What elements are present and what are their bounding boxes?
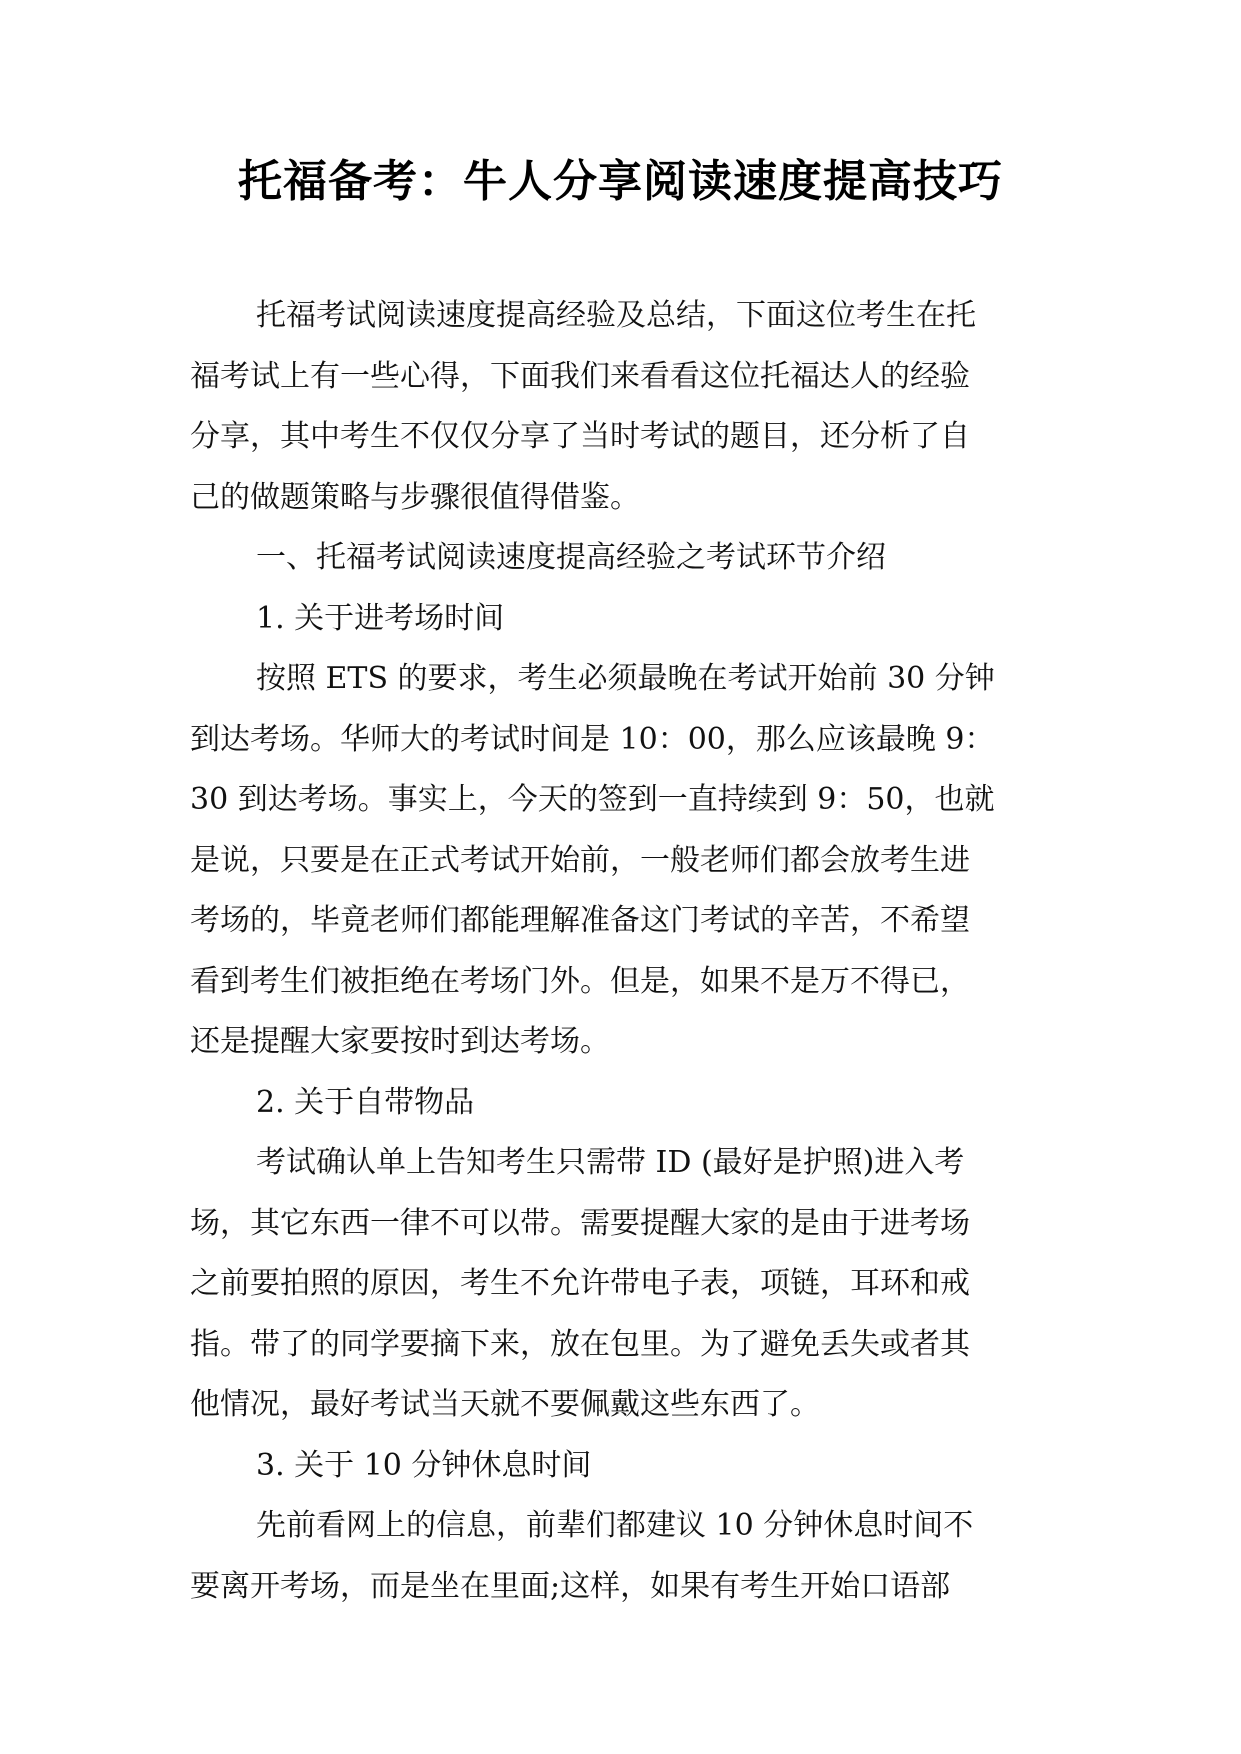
text-line: 先前看网上的信息，前辈们都建议 10 分钟休息时间不 [256, 1508, 974, 1543]
text-line: 托福考试阅读速度提高经验及总结，下面这位考生在托 [256, 298, 976, 333]
text-line: 30 到达考场。事实上，今天的签到一直持续到 9：50，也就 [190, 782, 995, 817]
text-line: 看到考生们被拒绝在考场门外。但是，如果不是万不得已， [190, 963, 970, 999]
document-title: 托福备考：牛人分享阅读速度提高技巧 [238, 156, 1003, 207]
text-line: 到达考场。华师大的考试时间是 10：00，那么应该最晚 9： [190, 721, 995, 757]
text-line: 福考试上有一些心得，下面我们来看看这位托福达人的经验 [190, 358, 970, 394]
document-body [190, 286, 1052, 1617]
text-line: 还是提醒大家要按时到达考场。 [190, 1024, 610, 1059]
text-line: 按照 ETS 的要求，考生必须最晚在考试开始前 30 分钟 [256, 661, 995, 696]
text-line: 场，其它东西一律不可以带。需要提醒大家的是由于进考场 [190, 1205, 970, 1241]
section-heading: 一、托福考试阅读速度提高经验之考试环节介绍 [256, 540, 886, 575]
text-line: 要离开考场，而是坐在里面;这样，如果有考生开始口语部 [190, 1568, 951, 1604]
text-line: 指。带了的同学要摘下来，放在包里。为了避免丢失或者其 [190, 1326, 970, 1362]
subsection-heading: 2. 关于自带物品 [256, 1084, 475, 1120]
text-line: 是说，只要是在正式考试开始前，一般老师们都会放考生进 [190, 842, 970, 878]
text-line: 考场的，毕竟老师们都能理解准备这门考试的辛苦，不希望 [190, 903, 970, 938]
subsection-heading: 1. 关于进考场时间 [256, 600, 505, 636]
text-line: 之前要拍照的原因，考生不允许带电子表，项链，耳环和戒 [190, 1266, 970, 1301]
text-line: 他情况，最好考试当天就不要佩戴这些东西了。 [190, 1387, 820, 1422]
text-line: 己的做题策略与步骤很值得借鉴。 [190, 479, 640, 515]
text-line: 考试确认单上告知考生只需带 ID (最好是护照)进入考 [256, 1145, 965, 1180]
text-line: 分享，其中考生不仅仅分享了当时考试的题目，还分析了自 [190, 419, 970, 454]
subsection-heading: 3. 关于 10 分钟休息时间 [256, 1447, 592, 1483]
